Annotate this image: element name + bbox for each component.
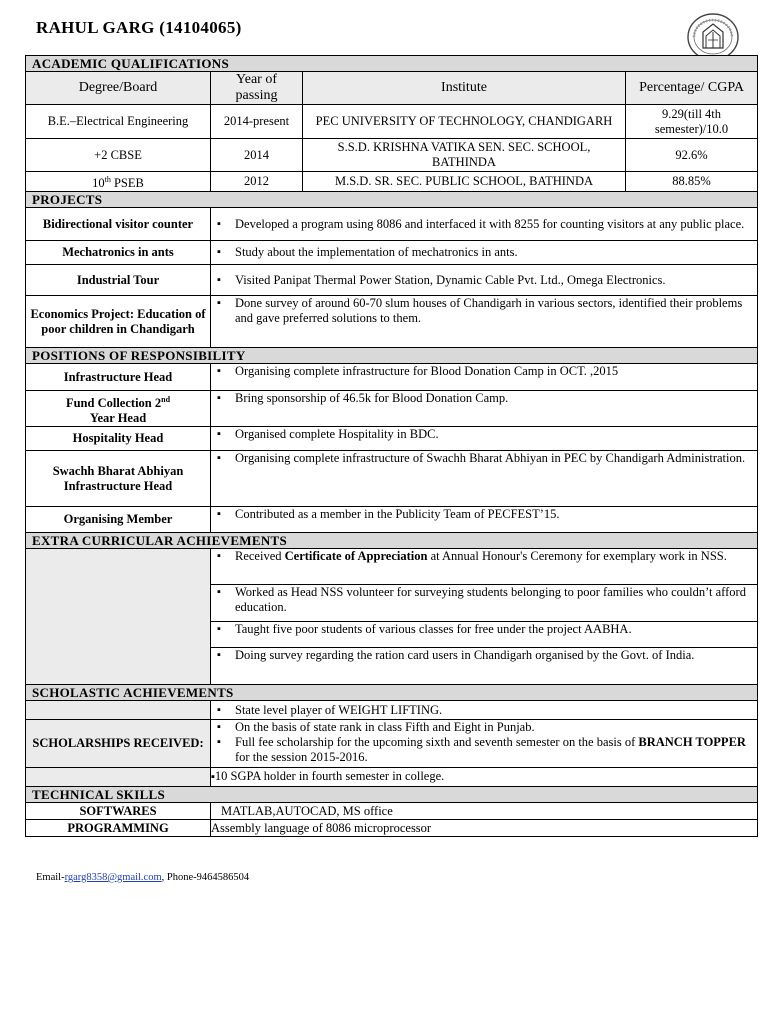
section-title: PROJECTS — [26, 192, 758, 208]
project-desc — [211, 296, 758, 348]
project-row — [26, 296, 758, 348]
project-row — [26, 265, 758, 296]
section-academic — [26, 56, 758, 72]
bullet-item: ▪ Organising complete infrastructure for Blood Donation Camp in OCT. ,2015 — [217, 364, 753, 379]
column-header: Percentage/ CGPA — [626, 72, 758, 105]
resume-table — [25, 55, 758, 837]
table-row — [26, 172, 758, 192]
bullet-item: ▪ Contributed as a member in the Publicity Team of PECFEST’15. — [217, 507, 753, 522]
scholarship-desc — [211, 720, 758, 768]
bullet-item: ▪ Developed a program using 8086 and interfaced it with 8255 for counting visitors at any public place. — [217, 217, 753, 232]
skill-value: Assembly language of 8086 microprocessor — [211, 820, 758, 837]
bullet-item: ▪ Organised complete Hospitality in BDC. — [217, 427, 753, 442]
degree-cell: 10th PSEB — [26, 172, 211, 192]
table-row — [26, 105, 758, 139]
position-label: Organising Member — [26, 507, 211, 533]
score-cell: 92.6% — [626, 139, 758, 172]
bullet-item: ▪ On the basis of state rank in class Fifth and Eight in Punjab. — [217, 720, 753, 735]
column-header: Degree/Board — [26, 72, 211, 105]
institute-cell: S.S.D. KRISHNA VATIKA SEN. SEC. SCHOOL, BATHINDA — [303, 139, 626, 172]
achievement-row — [26, 549, 758, 585]
scholarship-row — [26, 720, 758, 768]
section-title: POSITIONS OF RESPONSIBILITY — [26, 348, 758, 364]
bullet-item: ▪ Received Certificate of Appreciation at Annual Honour's Ceremony for exemplary work in NSS. — [217, 549, 753, 564]
position-desc — [211, 507, 758, 533]
section-title: EXTRA CURRICULAR ACHIEVEMENTS — [26, 533, 758, 549]
project-label: Economics Project: Education of poor children in Chandigarh — [26, 296, 211, 348]
candidate-name: RAHUL GARG (14104065) — [36, 18, 242, 37]
section-title: SCHOLASTIC ACHIEVEMENTS — [26, 685, 758, 701]
position-desc — [211, 391, 758, 427]
project-row — [26, 241, 758, 265]
score-cell: 88.85% — [626, 172, 758, 192]
achievement-desc — [211, 549, 758, 585]
project-label: Bidirectional visitor counter — [26, 208, 211, 241]
section-title: ACADEMIC QUALIFICATIONS — [26, 56, 758, 72]
scholarship-label: SCHOLARSHIPS RECEIVED: — [26, 720, 211, 768]
year-cell: 2014 — [211, 139, 303, 172]
project-row — [26, 208, 758, 241]
email-label: Email- — [36, 872, 65, 883]
scholastic-desc — [211, 701, 758, 720]
position-desc — [211, 451, 758, 507]
blank-cell — [26, 768, 211, 787]
bullet-item: ▪ Visited Panipat Thermal Power Station, Dynamic Cable Pvt. Ltd., Omega Electronics. — [217, 273, 753, 288]
year-cell: 2014-present — [211, 105, 303, 139]
position-row — [26, 391, 758, 427]
bullet-item: ▪ Done survey of around 60-70 slum houses of Chandigarh in various sectors, identified their problems and gave preferred solutions to them. — [217, 296, 753, 326]
email-link[interactable]: rgarg8358@gmail.com — [64, 872, 162, 883]
bullet-item: ▪ Full fee scholarship for the upcoming sixth and seventh semester on the basis of BRANCH TOPPER for the session 2015-2016. — [217, 735, 753, 765]
degree-cell: B.E.–Electrical Engineering — [26, 105, 211, 139]
position-row — [26, 427, 758, 451]
position-desc — [211, 364, 758, 391]
phone-text: , Phone-9464586504 — [161, 872, 250, 883]
skill-label: SOFTWARES — [26, 803, 211, 820]
institute-cell: M.S.D. SR. SEC. PUBLIC SCHOOL, BATHINDA — [303, 172, 626, 192]
column-header: Institute — [303, 72, 626, 105]
position-label: Swachh Bharat Abhiyan Infrastructure Head — [26, 451, 211, 507]
position-desc — [211, 427, 758, 451]
skill-label: PROGRAMMING — [26, 820, 211, 837]
bullet-item: ▪ Organising complete infrastructure of Swachh Bharat Abhiyan in PEC by Chandigarh Administration. — [217, 451, 753, 466]
project-desc — [211, 241, 758, 265]
position-label: Infrastructure Head — [26, 364, 211, 391]
bullet-item: ▪ Worked as Head NSS volunteer for surveying students belonging to poor families who couldn’t afford education. — [217, 585, 753, 615]
bullet-marker: ▪ — [211, 771, 215, 784]
table-row — [26, 139, 758, 172]
section-technical — [26, 787, 758, 803]
sgpa-row — [26, 768, 758, 787]
bullet-item: ▪ Taught five poor students of various classes for free under the project AABHA. — [217, 622, 753, 637]
institute-cell: PEC UNIVERSITY OF TECHNOLOGY, CHANDIGARH — [303, 105, 626, 139]
bullet-item: ▪ State level player of WEIGHT LIFTING. — [217, 703, 753, 718]
achievement-desc — [211, 648, 758, 685]
project-desc — [211, 208, 758, 241]
sgpa-desc: ▪10 SGPA holder in fourth semester in college. — [211, 768, 758, 787]
position-row — [26, 364, 758, 391]
skill-value: MATLAB,AUTOCAD, MS office — [211, 803, 758, 820]
position-label: Hospitality Head — [26, 427, 211, 451]
blank-cell — [26, 549, 211, 685]
section-scholastic — [26, 685, 758, 701]
bullet-item: ▪ Bring sponsorship of 46.5k for Blood Donation Camp. — [217, 391, 753, 406]
section-projects — [26, 192, 758, 208]
column-header: Year of passing — [211, 72, 303, 105]
score-cell: 9.29(till 4th semester)/10.0 — [626, 105, 758, 139]
project-label: Industrial Tour — [26, 265, 211, 296]
position-row — [26, 451, 758, 507]
blank-cell — [26, 701, 211, 720]
achievement-desc — [211, 585, 758, 622]
table-header-row — [26, 72, 758, 105]
position-row — [26, 507, 758, 533]
position-label: Fund Collection 2nd Year Head — [26, 391, 211, 427]
scholastic-row — [26, 701, 758, 720]
section-extra-curricular — [26, 533, 758, 549]
skill-row — [26, 803, 758, 820]
project-desc — [211, 265, 758, 296]
project-label: Mechatronics in ants — [26, 241, 211, 265]
section-positions — [26, 348, 758, 364]
bullet-item: ▪ Study about the implementation of mechatronics in ants. — [217, 245, 753, 260]
degree-cell: +2 CBSE — [26, 139, 211, 172]
achievement-desc — [211, 622, 758, 648]
skill-row — [26, 820, 758, 837]
section-title: TECHNICAL SKILLS — [26, 787, 758, 803]
bullet-item: ▪ Doing survey regarding the ration card users in Chandigarh organised by the Govt. of India. — [217, 648, 753, 663]
contact-footer — [36, 872, 249, 883]
year-cell: 2012 — [211, 172, 303, 192]
